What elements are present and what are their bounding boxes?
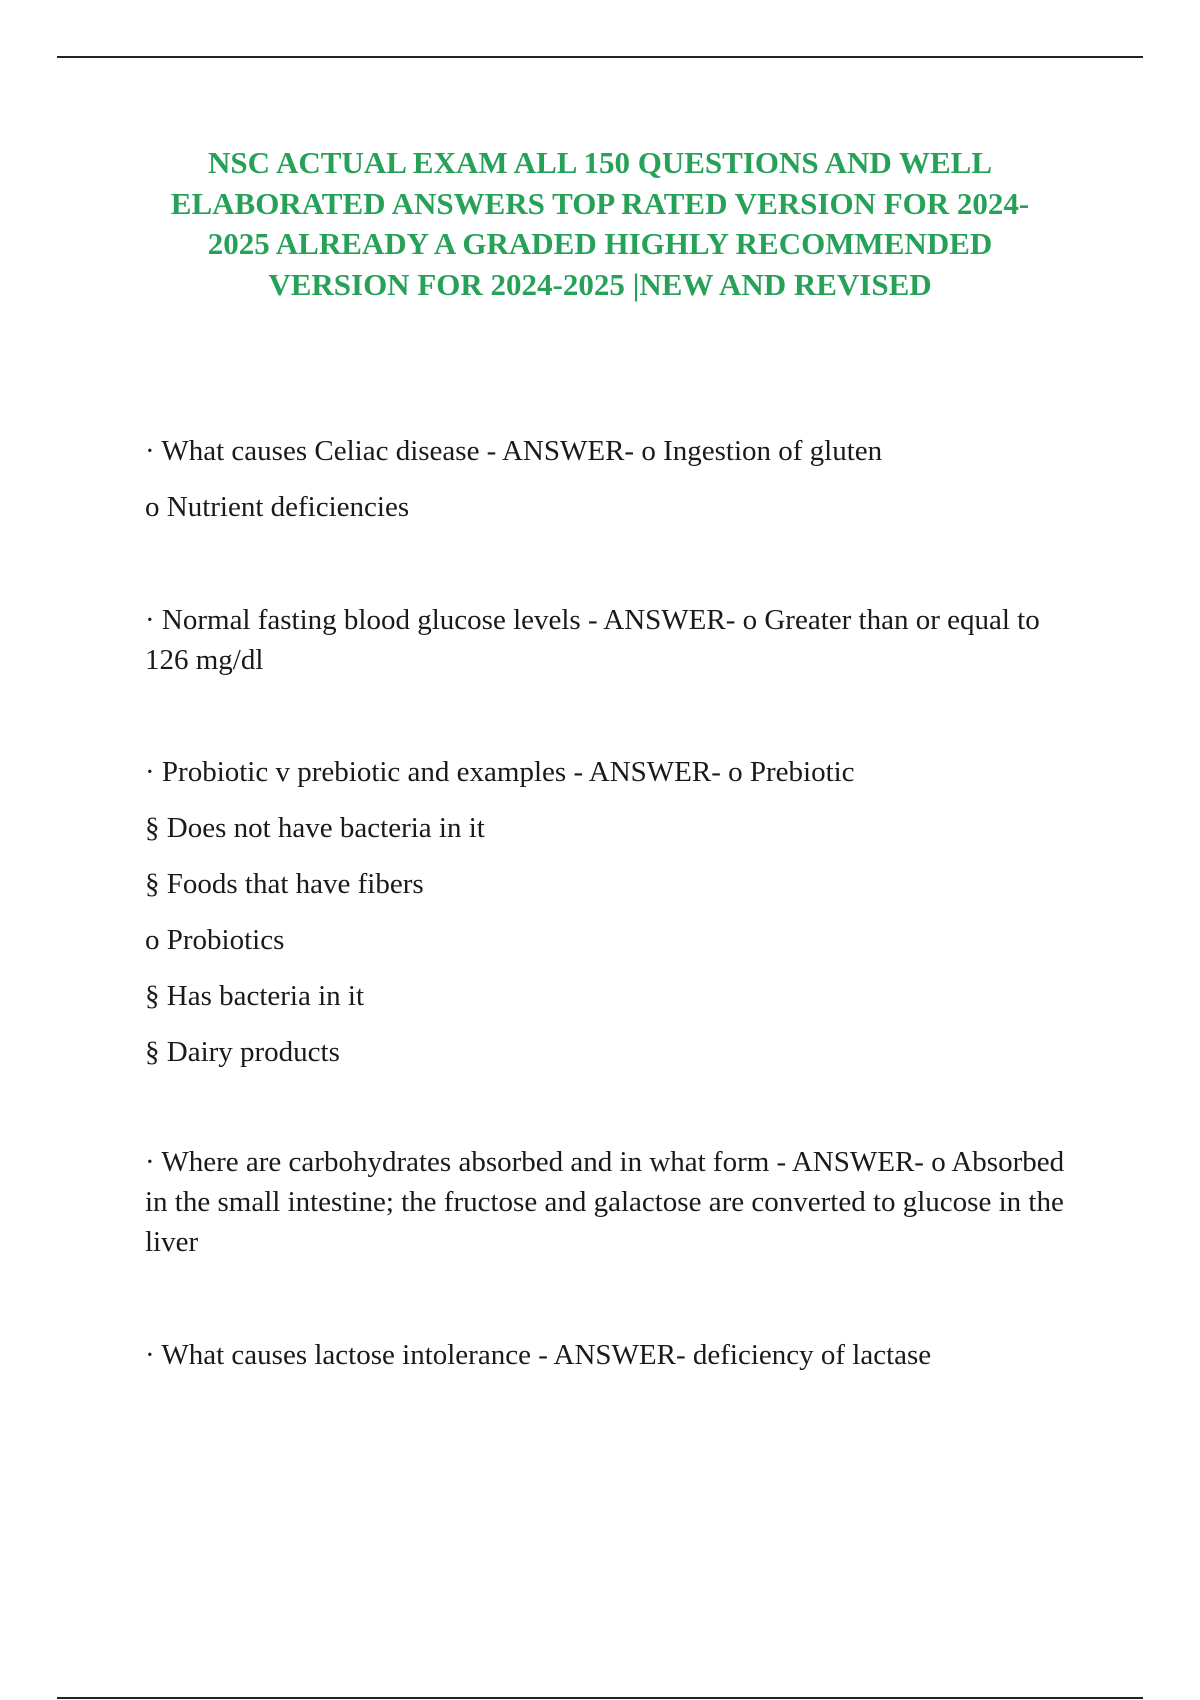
qa-item-fasting-glucose	[145, 600, 1085, 680]
answer-line: § Does not have bacteria in it	[145, 812, 485, 844]
qa-item-carbohydrate-absorption	[145, 1142, 1085, 1262]
answer-line: o Probiotics	[145, 924, 285, 956]
question-text: · Normal fasting blood glucose levels - ANSWER- o Greater than or equal to 126 mg/dl	[145, 604, 1040, 676]
qa-list	[145, 431, 1085, 1375]
qa-item-celiac	[145, 431, 1085, 527]
answer-line: § Dairy products	[145, 1036, 340, 1068]
question-text: · What causes lactose intolerance - ANSWER- deficiency of lactase	[145, 1339, 932, 1371]
question-text: · Probiotic v prebiotic and examples - ANSWER- o Prebiotic	[145, 756, 855, 788]
qa-item-lactose-intolerance	[145, 1335, 1085, 1375]
answer-line: § Has bacteria in it	[145, 980, 365, 1012]
bottom-divider	[57, 1697, 1143, 1699]
top-divider	[57, 56, 1143, 58]
question-text: · Where are carbohydrates absorbed and in what form - ANSWER- o Absorbed in the small intestine; the fructose and galactose are converted to glucose in the liver	[145, 1146, 1065, 1258]
document-title: NSC ACTUAL EXAM ALL 150 QUESTIONS AND WELL ELABORATED ANSWERS TOP RATED VERSION FOR 2024-2025 ALREADY A GRADED HIGHLY RECOMMENDED VERSION FOR 2024-2025 |NEW AND REVISED	[170, 145, 1030, 302]
answer-line: o Nutrient deficiencies	[145, 491, 410, 523]
qa-item-probiotic-prebiotic	[145, 752, 1085, 1072]
question-text: · What causes Celiac disease - ANSWER- o Ingestion of gluten	[145, 435, 883, 467]
answer-line: § Foods that have fibers	[145, 868, 424, 900]
